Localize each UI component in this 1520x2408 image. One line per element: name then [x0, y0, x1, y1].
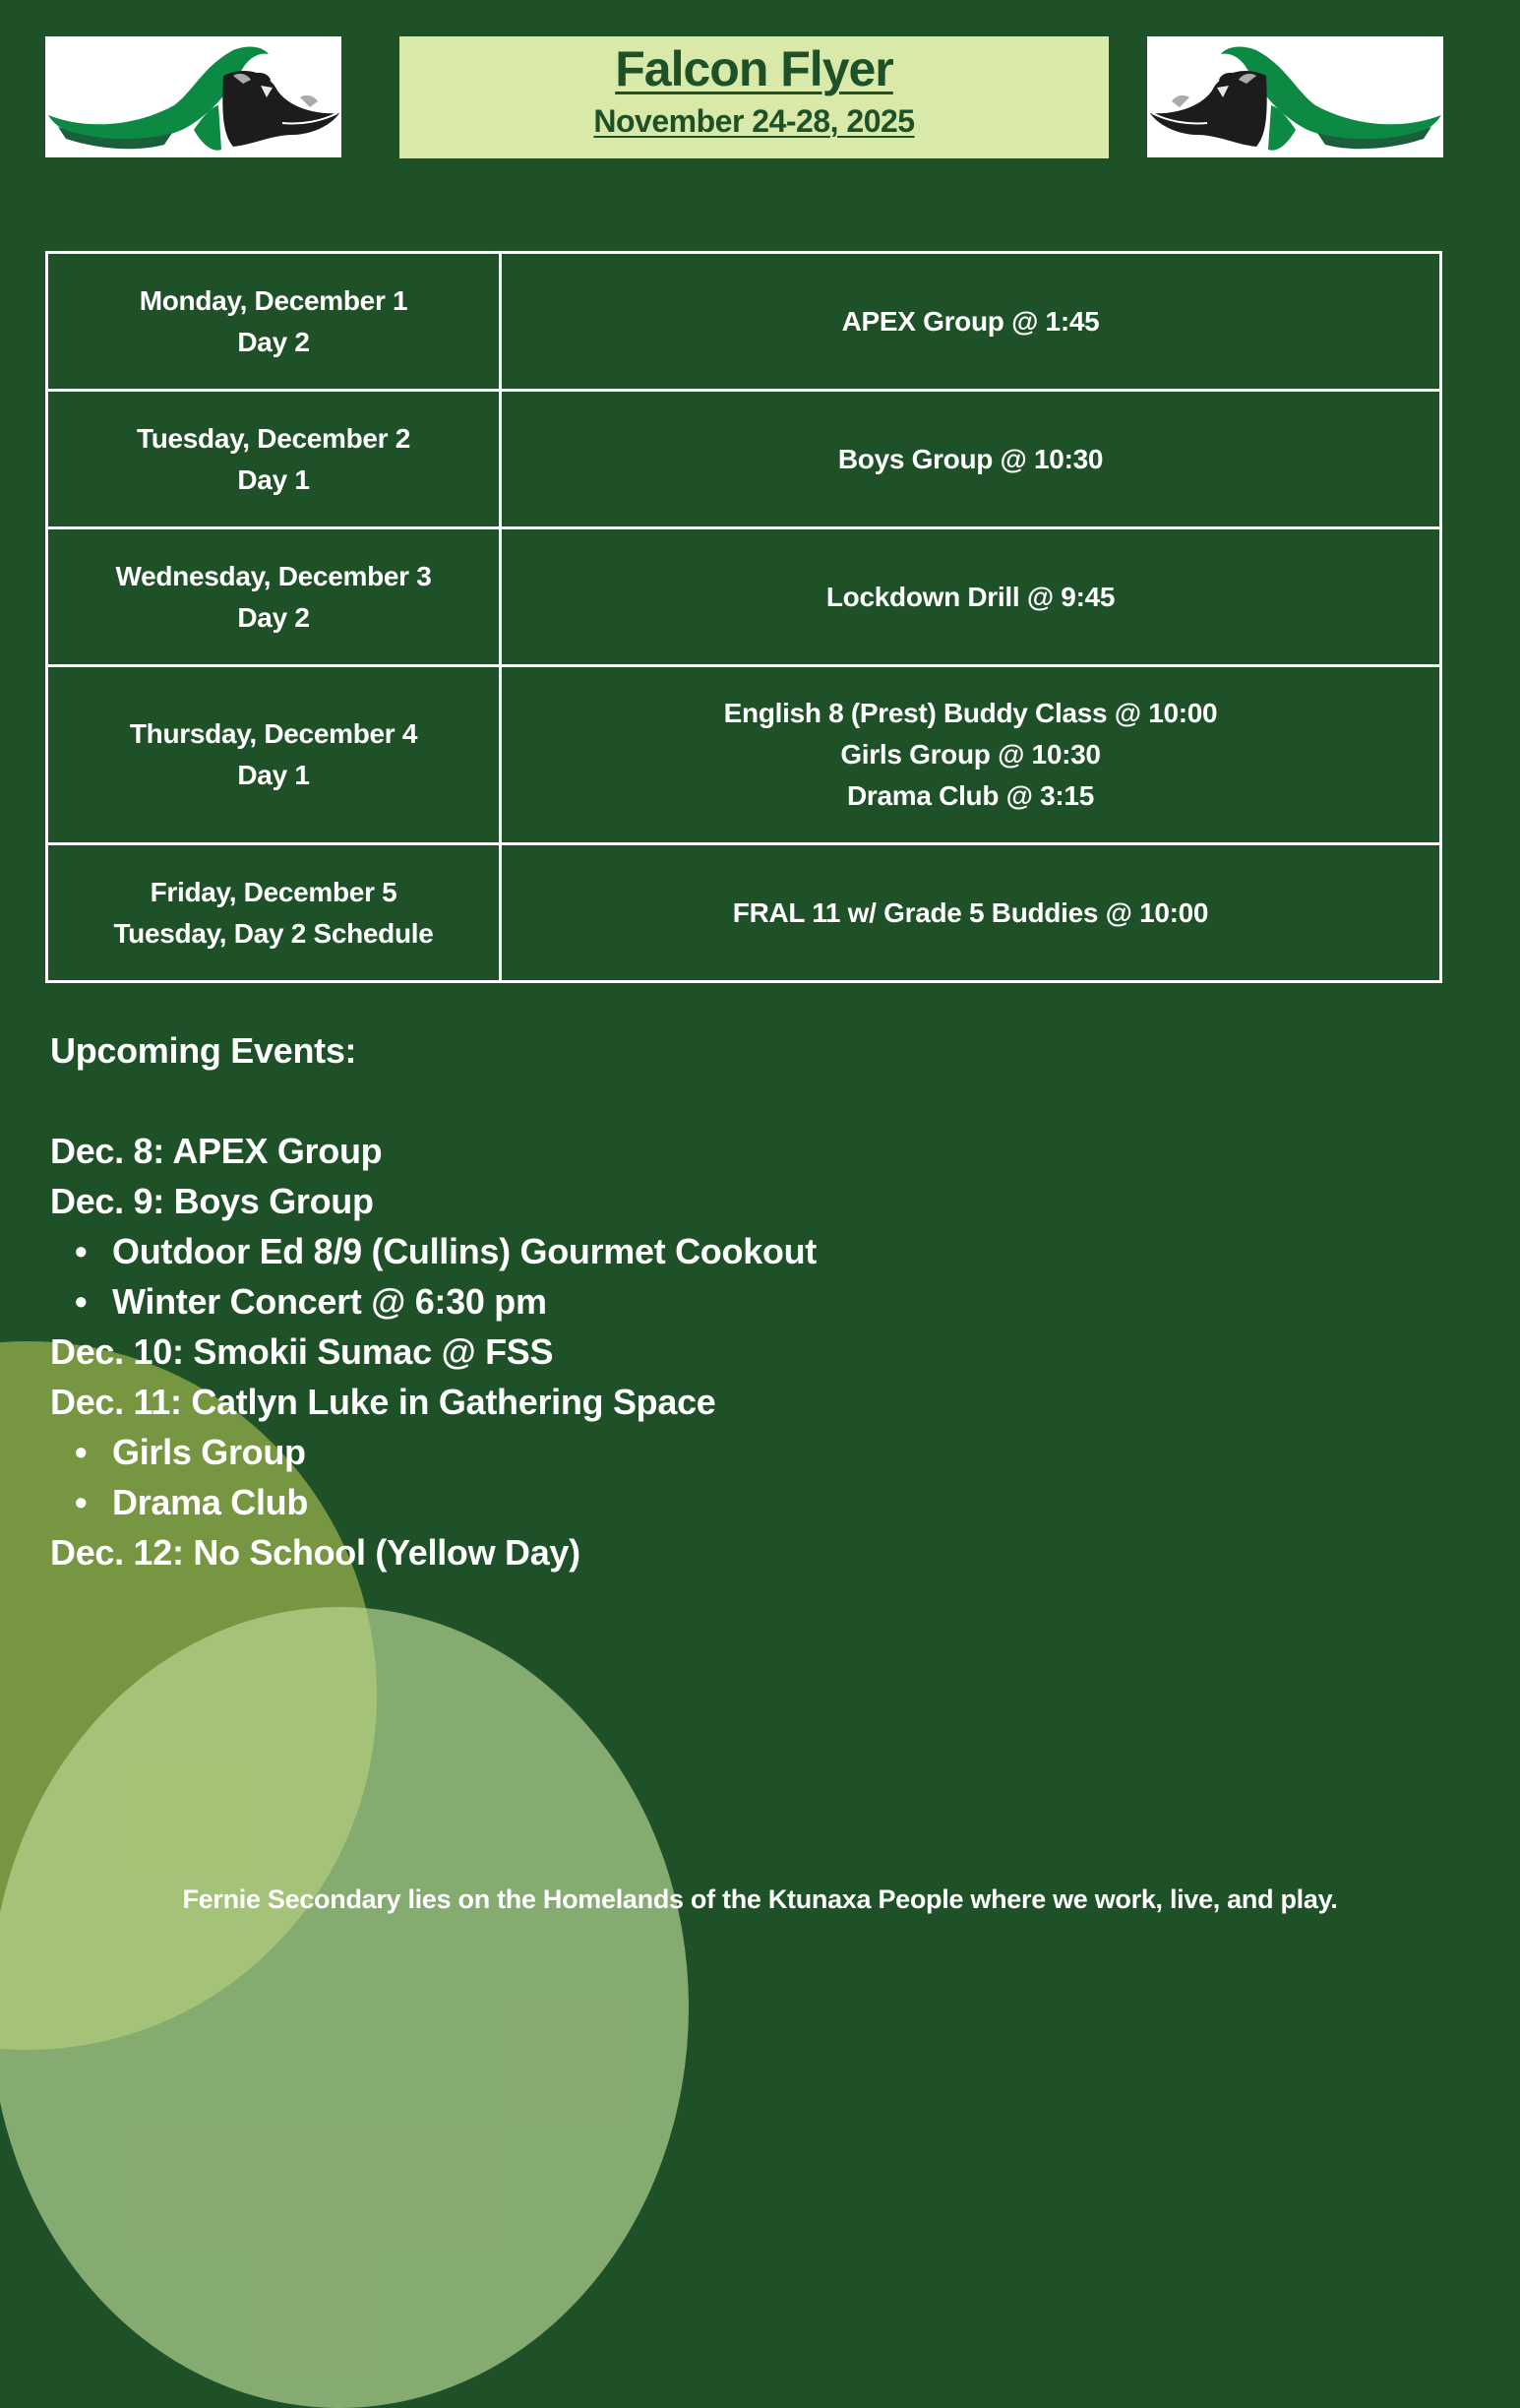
event-entry: Dec. 11: Catlyn Luke in Gathering Space	[50, 1382, 716, 1422]
day-label: Tuesday, December 2	[136, 422, 411, 454]
table-row	[47, 253, 1441, 391]
day-cycle: Day 1	[237, 760, 310, 790]
event-subitem: • Outdoor Ed 8/9 (Cullins) Gourmet Cookout	[112, 1226, 1132, 1276]
day-cell	[47, 666, 501, 844]
event-item: English 8 (Prest) Buddy Class @ 10:00	[723, 698, 1218, 728]
table-row	[47, 528, 1441, 666]
event-item: Boys Group @ 10:30	[837, 443, 1104, 474]
day-cycle: Day 2	[237, 326, 310, 357]
events-cell	[501, 391, 1441, 528]
event-sublist	[50, 1226, 1132, 1327]
day-cycle: Day 2	[237, 601, 310, 633]
event-entry: Dec. 12: No School (Yellow Day)	[50, 1532, 580, 1573]
event-item: FRAL 11 w/ Grade 5 Buddies @ 10:00	[732, 896, 1209, 928]
newsletter-header	[399, 36, 1109, 158]
event-subitem: • Girls Group	[112, 1427, 1132, 1477]
upcoming-events-section	[50, 1025, 1132, 1577]
day-cell	[47, 253, 501, 391]
day-cell	[47, 391, 501, 528]
event-entry: Dec. 10: Smokii Sumac @ FSS	[50, 1331, 554, 1372]
day-cell	[47, 844, 501, 982]
upcoming-events-heading: Upcoming Events:	[50, 1030, 357, 1071]
weekly-schedule-table	[45, 251, 1442, 983]
event-subitem: • Winter Concert @ 6:30 pm	[112, 1276, 1132, 1327]
page-title: Falcon Flyer	[615, 41, 893, 96]
date-range: November 24-28, 2025	[593, 103, 915, 139]
events-cell	[501, 666, 1441, 844]
table-row	[47, 666, 1441, 844]
event-item: Drama Club @ 3:15	[847, 780, 1094, 811]
table-row	[47, 844, 1441, 982]
day-cycle: Day 1	[237, 463, 310, 495]
day-cell	[47, 528, 501, 666]
events-cell	[501, 253, 1441, 391]
falcon-mascot-icon	[1148, 36, 1443, 157]
events-cell	[501, 528, 1441, 666]
event-entry: Dec. 8: APEX Group	[50, 1131, 383, 1171]
land-acknowledgement: Fernie Secondary lies on the Homelands of the Ktunaxa People where we work, live, and play.	[182, 1884, 1338, 1914]
decorative-circle-light	[0, 1607, 689, 2408]
event-sublist	[50, 1427, 1132, 1527]
day-label: Thursday, December 4	[129, 718, 418, 749]
day-cycle: Tuesday, Day 2 Schedule	[113, 917, 434, 949]
day-label: Monday, December 1	[139, 284, 408, 316]
event-item: Lockdown Drill @ 9:45	[825, 581, 1116, 612]
falcon-logo-left	[45, 36, 341, 157]
event-item: Girls Group @ 10:30	[840, 739, 1101, 770]
falcon-mascot-icon	[46, 36, 341, 157]
events-cell	[501, 844, 1441, 982]
day-label: Wednesday, December 3	[115, 560, 432, 591]
table-row	[47, 391, 1441, 528]
event-subitem: • Drama Club	[112, 1477, 1132, 1527]
falcon-logo-right	[1147, 36, 1443, 157]
event-item: APEX Group @ 1:45	[841, 305, 1100, 337]
event-entry: Dec. 9: Boys Group	[50, 1181, 374, 1221]
day-label: Friday, December 5	[150, 876, 397, 907]
